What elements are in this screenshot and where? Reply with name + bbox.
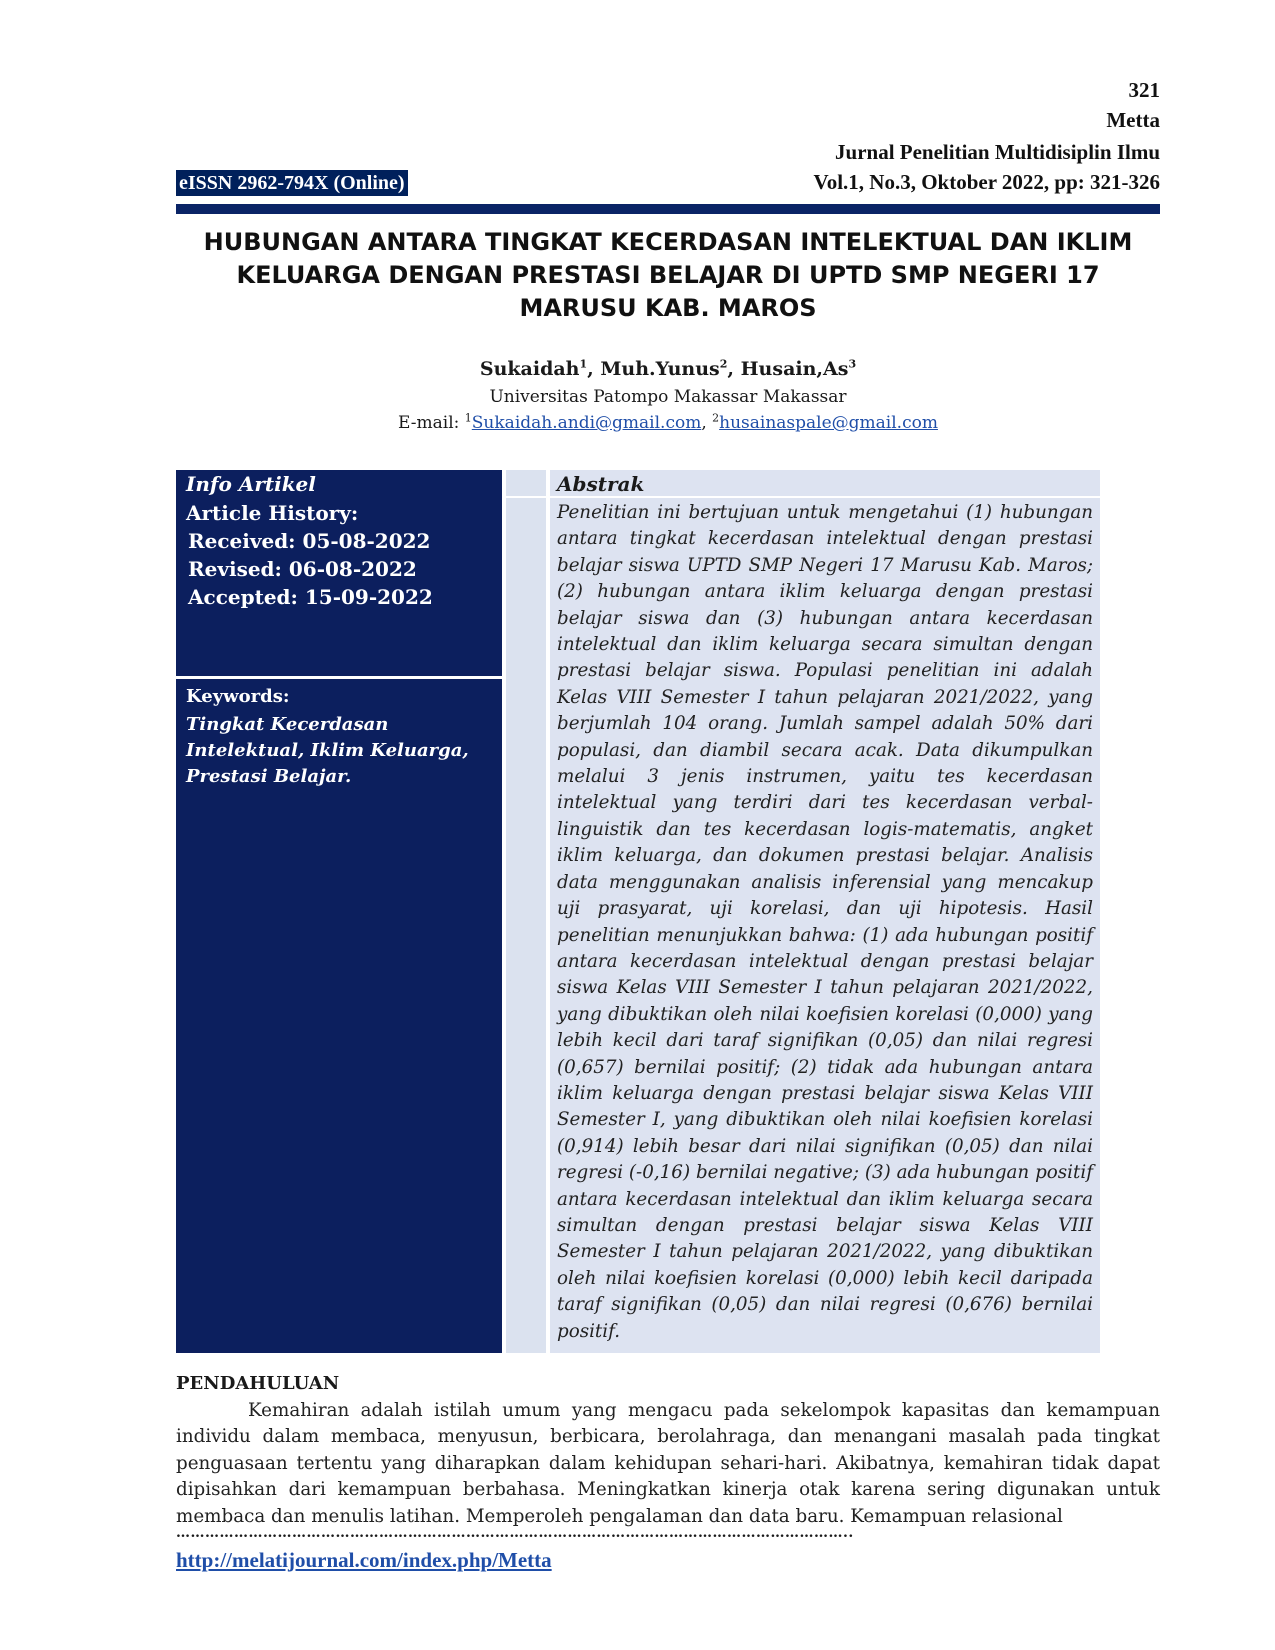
author-list bbox=[176, 358, 1160, 380]
author-name: Sukaidah bbox=[479, 358, 580, 380]
email-link-2[interactable]: husainaspale@gmail.com bbox=[719, 413, 938, 433]
author-sup: 1 bbox=[579, 357, 588, 371]
section-heading: PENDAHULUAN bbox=[176, 1373, 340, 1394]
affiliation: Universitas Patompo Makassar Makassar bbox=[489, 387, 847, 407]
email-line bbox=[176, 413, 1160, 433]
author-separator: , bbox=[727, 358, 741, 380]
received-date: Received: 05-08-2022 bbox=[188, 529, 431, 553]
keywords-text: Tingkat Kecerdasan Intelektual, Iklim Keluarga, Prestasi Belajar. bbox=[186, 714, 469, 787]
email-link-1[interactable]: Sukaidah.andi@gmail.com bbox=[471, 413, 702, 433]
author-name: Muh.Yunus bbox=[600, 358, 720, 380]
abstract-divider bbox=[550, 496, 1100, 498]
journal-name: Metta bbox=[1106, 108, 1160, 132]
footer-dots: ………………………………………………………………………………………………………………………….. bbox=[176, 1525, 854, 1541]
author-name: Husain,As bbox=[740, 358, 849, 380]
email-sup: 2 bbox=[712, 411, 720, 425]
article-title: HUBUNGAN ANTARA TINGKAT KECERDASAN INTELEKTUAL DAN IKLIM KELUARGA DENGAN PRESTASI BELAJAR DI UPTD SMP NEGERI 17 MARUSU KAB. MAROS bbox=[203, 228, 1133, 322]
keywords-heading: Keywords: bbox=[186, 686, 290, 707]
abstract-panel bbox=[550, 470, 1100, 1353]
journal-full-name: Jurnal Penelitian Multidisiplin Ilmu bbox=[835, 140, 1160, 164]
email-label: E-mail: bbox=[398, 413, 465, 433]
abstract-text: Penelitian ini bertujuan untuk mengetahui (1) hubungan antara tingkat kecerdasan intelektual dengan prestasi belajar siswa UPTD SMP Negeri 17 Marusu Kab. Maros; (2) hubungan antara iklim keluarga dengan prestasi belajar siswa dan (3) hubungan antara kecerdasan intelektual dan iklim keluarga secara simultan dengan prestasi belajar siswa. Populasi penelitian ini adalah Kelas VIII Semester I tahun pelajaran 2021/2022, yang berjumlah 104 orang. Jumlah sampel adalah 50% dari populasi, dan diambil secara acak. Data dikumpulkan melalui 3 jenis instrumen, yaitu tes kecerdasan intelektual yang terdiri dari tes kecerdasan verbal-linguistik dan tes kecerdasan logis-matematis, angket iklim keluarga, dan dokumen prestasi belajar. Analisis data menggunakan analisis inferensial yang mencakup uji prasyarat, uji korelasi, dan uji hipotesis. Hasil penelitian menunjukkan bahwa: (1) ada hubungan positif antara kecerdasan intelektual dengan prestasi belajar siswa Kelas VIII Semester I tahun pelajaran 2021/2022, yang dibuktikan oleh nilai koefisien korelasi (0,000) yang lebih kecil dari taraf signifikan (0,05) dan nilai regresi (0,657) bernilai positif; (2) tidak ada hubungan antara iklim keluarga dengan prestasi belajar siswa Kelas VIII Semester I, yang dibuktikan oleh nilai koefisien korelasi (0,914) lebih besar dari nilai signifikan (0,05) dan nilai regresi (-0,16) bernilai negative; (3) ada hubungan positif antara kecerdasan intelektual dan iklim keluarga secara simultan dengan prestasi belajar siswa Kelas VIII Semester I tahun pelajaran 2021/2022, yang dibuktikan oleh nilai koefisien korelasi (0,000) lebih kecil daripada taraf signifikan (0,05) dan nilai regresi (0,676) bernilai positif. bbox=[557, 502, 1093, 1342]
spacer-header bbox=[506, 470, 546, 498]
volume-info: Vol.1, No.3, Oktober 2022, pp: 321-326 bbox=[813, 170, 1160, 194]
info-heading: Info Artikel bbox=[186, 472, 316, 496]
revised-date: Revised: 06-08-2022 bbox=[188, 557, 417, 581]
article-info-panel bbox=[176, 470, 502, 1353]
abstract-heading: Abstrak bbox=[557, 472, 645, 496]
author-sup: 3 bbox=[848, 357, 857, 371]
author-sup: 2 bbox=[719, 357, 728, 371]
issn-badge: eISSN 2962-794X (Online) bbox=[176, 170, 408, 196]
body-paragraph: Kemahiran adalah istilah umum yang mengacu pada sekelompok kapasitas dan kemampuan individu dalam membaca, menyusun, berbicara, berolahraga, dan menangani masalah pada tingkat penguasaan tertentu yang diharapkan dalam kehidupan sehari-hari. Akibatnya, kemahiran tidak dapat dipisahkan dari kemampuan berbahasa. Meningkatkan kinerja otak karena sering digunakan untuk membaca dan menulis latihan. Memperoleh pengalaman dan data baru. Kemampuan relasional bbox=[176, 1400, 1160, 1527]
article-history-box bbox=[176, 470, 502, 679]
spacer-column bbox=[506, 470, 546, 1353]
email-separator: , bbox=[701, 413, 713, 433]
accepted-date: Accepted: 15-09-2022 bbox=[188, 585, 433, 609]
footer-url-link[interactable]: http://melatijournal.com/index.php/Metta bbox=[176, 1548, 552, 1572]
header-rule bbox=[176, 204, 1160, 214]
email-sup: 1 bbox=[464, 411, 472, 425]
author-separator: , bbox=[587, 358, 601, 380]
history-heading: Article History: bbox=[186, 501, 359, 525]
page-number: 321 bbox=[1128, 78, 1160, 102]
